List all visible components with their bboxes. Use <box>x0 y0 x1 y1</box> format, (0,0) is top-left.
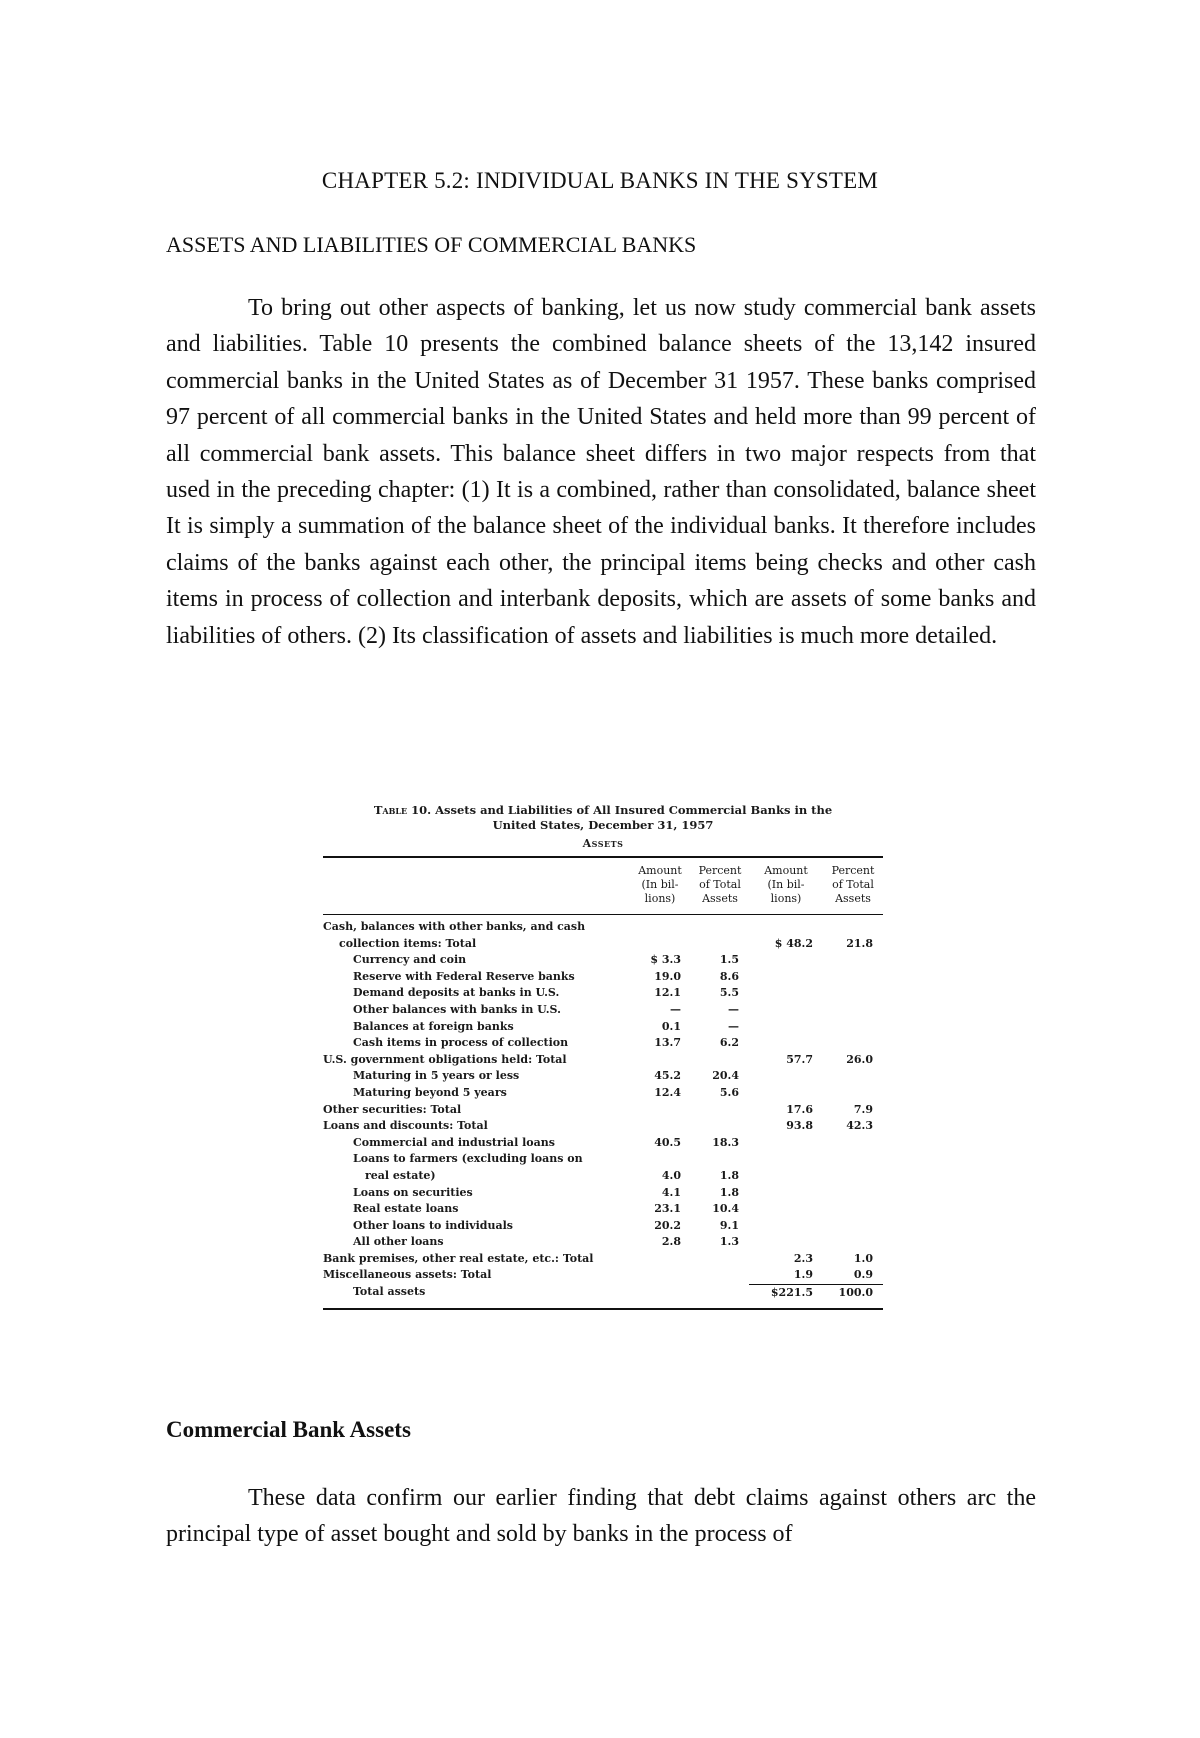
cell-c3 <box>749 919 823 936</box>
cell-c2 <box>691 936 749 953</box>
table-row <box>323 1102 883 1119</box>
cell-c1: — <box>670 1002 681 1016</box>
subsection-heading: Commercial Bank Assets <box>166 1417 411 1442</box>
cell-c4 <box>823 1068 883 1085</box>
row-label: Cash, balances with other banks, and cash <box>323 920 586 933</box>
table-row <box>323 1035 883 1052</box>
cell-c3: $ 48.2 <box>774 936 813 950</box>
cell-c2: 1.8 <box>719 1185 739 1199</box>
cell-c1 <box>629 1267 691 1284</box>
table-row <box>323 1284 883 1302</box>
cell-c2: 18.3 <box>712 1135 739 1149</box>
cell-c3 <box>749 1135 823 1152</box>
table-row <box>323 1118 883 1135</box>
table-row <box>323 952 883 969</box>
cell-c4 <box>823 1002 883 1019</box>
section-heading: ASSETS AND LIABILITIES OF COMMERCIAL BANKS <box>166 232 697 257</box>
table-bottom-rule <box>323 1308 883 1310</box>
cell-c2: 1.5 <box>719 953 739 967</box>
cell-c1: 12.4 <box>654 1085 681 1099</box>
cell-c2 <box>691 1251 749 1268</box>
row-label: Demand deposits at banks in U.S. <box>353 986 560 1000</box>
row-label: Other balances with banks in U.S. <box>353 1002 561 1016</box>
table-row <box>323 1151 883 1168</box>
row-label: Other loans to individuals <box>353 1218 513 1232</box>
table-row <box>323 1267 883 1284</box>
cell-c2: — <box>728 1019 739 1033</box>
cell-c4 <box>823 969 883 986</box>
table-row <box>323 1002 883 1019</box>
cell-c2 <box>691 1118 749 1135</box>
cell-c3 <box>749 969 823 986</box>
cell-c3 <box>749 1085 823 1102</box>
cell-c2 <box>691 1151 749 1168</box>
row-label: Reserve with Federal Reserve banks <box>353 969 575 983</box>
row-label: Loans and discounts: Total <box>323 1119 488 1133</box>
cell-c3: 57.7 <box>786 1052 813 1066</box>
table-row <box>323 936 883 953</box>
cell-c4: 1.0 <box>853 1251 873 1265</box>
cell-c4: 26.0 <box>846 1052 873 1066</box>
cell-c4 <box>823 1218 883 1235</box>
cell-c4 <box>823 1151 883 1168</box>
cell-c3 <box>749 1234 823 1251</box>
cell-c3 <box>749 1218 823 1235</box>
row-label: U.S. government obligations held: Total <box>323 1052 567 1066</box>
cell-c1 <box>629 1151 691 1168</box>
table-10 <box>323 803 883 1310</box>
cell-c2 <box>691 919 749 936</box>
table-row <box>323 1052 883 1069</box>
cell-c1 <box>629 1284 691 1302</box>
cell-c2: 9.1 <box>719 1218 739 1232</box>
cell-c1: 4.0 <box>661 1168 681 1182</box>
cell-c4: 21.8 <box>846 936 873 950</box>
cell-c2: 20.4 <box>712 1069 739 1083</box>
cell-c3 <box>749 1201 823 1218</box>
cell-c1: 45.2 <box>654 1069 681 1083</box>
cell-c3 <box>749 1068 823 1085</box>
table-row <box>323 1019 883 1036</box>
row-label: Currency and coin <box>353 953 467 967</box>
table-row <box>323 985 883 1002</box>
cell-c1 <box>629 1251 691 1268</box>
cell-c4 <box>823 1201 883 1218</box>
cell-c1: 13.7 <box>654 1036 681 1050</box>
table-caption-line-1: Assets and Liabilities of All Insured Commercial Banks in the <box>435 803 833 817</box>
header-amount-detail: Amount (In bil- lions) <box>638 864 682 905</box>
cell-c4: 7.9 <box>853 1102 873 1116</box>
cell-c4 <box>823 1035 883 1052</box>
body-paragraph: To bring out other aspects of banking, let us now study commercial bank assets and liabilities. Table 10 presents the combined balance sheets of the 13,142 insured commercial banks in the United States as of December 31 1957. These banks comprised 97 percent of all commercial banks in the United States and held more than 99 percent of all commercial bank assets. This balance sheet differs in two major respects from that used in the preceding chapter: (1) It is a combined, rather than consolidated, balance sheet It is simply a summation of the balance sheet of the individual banks. It therefore includes claims of the banks against each other, the principal items being checks and other cash items in process of collection and interbank deposits, which are assets of some banks and liabilities of others. (2) Its classification of assets and liabilities is much more detailed. <box>166 295 1036 649</box>
table-body <box>323 915 883 1302</box>
cell-c2: 5.5 <box>719 986 739 1000</box>
cell-c1: 2.8 <box>661 1235 681 1249</box>
cell-c1: $ 3.3 <box>650 953 681 967</box>
body-paragraph-2: These data confirm our earlier finding that debt claims against others arc the principal type of asset bought and sold by banks in the process of <box>166 1485 1036 1548</box>
table-row <box>323 1201 883 1218</box>
cell-c3 <box>749 952 823 969</box>
cell-c1: 40.5 <box>654 1135 681 1149</box>
row-label: Total assets <box>353 1285 426 1299</box>
cell-c3: 93.8 <box>786 1119 813 1133</box>
cell-c1 <box>629 936 691 953</box>
row-label: collection items: Total <box>339 936 477 950</box>
cell-c1 <box>629 1118 691 1135</box>
table-row <box>323 919 883 936</box>
table-caption-line-2: United States, December 31, 1957 <box>492 818 714 832</box>
row-label: All other loans <box>353 1235 444 1249</box>
table-row <box>323 1168 883 1185</box>
cell-c3 <box>749 1019 823 1036</box>
cell-c1: 12.1 <box>654 986 681 1000</box>
table-row <box>323 1251 883 1268</box>
cell-c4: 42.3 <box>846 1119 873 1133</box>
cell-c3: 17.6 <box>786 1102 813 1116</box>
chapter-title: CHAPTER 5.2: INDIVIDUAL BANKS IN THE SYSTEM <box>321 168 879 193</box>
cell-c2 <box>691 1052 749 1069</box>
table-row <box>323 1085 883 1102</box>
cell-c1: 0.1 <box>661 1019 681 1033</box>
cell-c2: 5.6 <box>719 1085 739 1099</box>
cell-c1: 23.1 <box>654 1202 681 1216</box>
table-row <box>323 1068 883 1085</box>
cell-c1 <box>629 1102 691 1119</box>
row-label: Miscellaneous assets: Total <box>323 1268 492 1282</box>
cell-c4 <box>823 1185 883 1202</box>
cell-c3: 2.3 <box>793 1251 813 1265</box>
row-label: Real estate loans <box>353 1202 459 1216</box>
table-header <box>323 858 883 915</box>
cell-c3 <box>749 1035 823 1052</box>
table-row <box>323 1234 883 1251</box>
header-percent-total: Percent of Total Assets <box>831 864 875 905</box>
row-label: Bank premises, other real estate, etc.: Total <box>323 1251 594 1265</box>
row-label: Other securities: Total <box>323 1102 462 1116</box>
row-label: Maturing beyond 5 years <box>353 1085 507 1099</box>
cell-c3 <box>749 1185 823 1202</box>
table-row <box>323 969 883 986</box>
row-label: real estate) <box>365 1168 436 1182</box>
cell-c1: 20.2 <box>654 1218 681 1232</box>
cell-c3: 1.9 <box>793 1268 813 1282</box>
row-label: Commercial and industrial loans <box>353 1135 555 1149</box>
cell-c3 <box>749 985 823 1002</box>
cell-c4 <box>823 1019 883 1036</box>
cell-c4: 0.9 <box>853 1268 873 1282</box>
cell-c4 <box>823 1085 883 1102</box>
cell-c2: — <box>728 1002 739 1016</box>
cell-c1 <box>629 1052 691 1069</box>
row-label: Cash items in process of collection <box>353 1036 569 1050</box>
cell-c3: $221.5 <box>749 1284 823 1302</box>
row-label: Loans to farmers (excluding loans on <box>353 1152 583 1166</box>
cell-c2 <box>691 1284 749 1302</box>
table-number: Table 10. <box>373 803 432 817</box>
cell-c1: 19.0 <box>654 969 681 983</box>
cell-c2 <box>691 1267 749 1284</box>
cell-c2: 1.3 <box>719 1235 739 1249</box>
cell-c1: 4.1 <box>661 1185 681 1199</box>
cell-c4 <box>823 919 883 936</box>
cell-c2 <box>691 1102 749 1119</box>
row-label: Maturing in 5 years or less <box>353 1069 520 1083</box>
table-subtitle: Assets <box>582 837 624 850</box>
cell-c2: 6.2 <box>719 1036 739 1050</box>
cell-c2: 10.4 <box>712 1202 739 1216</box>
cell-c3 <box>749 1168 823 1185</box>
header-amount-total: Amount (In bil- lions) <box>764 864 808 905</box>
cell-c2: 1.8 <box>719 1168 739 1182</box>
table-row <box>323 1135 883 1152</box>
cell-c4 <box>823 985 883 1002</box>
header-label-col <box>323 864 629 906</box>
row-label: Loans on securities <box>353 1185 473 1199</box>
cell-c3 <box>749 1002 823 1019</box>
cell-c4: 100.0 <box>823 1284 883 1302</box>
cell-c4 <box>823 952 883 969</box>
table-row <box>323 1218 883 1235</box>
cell-c2: 8.6 <box>719 969 739 983</box>
cell-c1 <box>629 919 691 936</box>
table-caption <box>323 803 883 833</box>
cell-c3 <box>749 1151 823 1168</box>
row-label: Balances at foreign banks <box>353 1019 514 1033</box>
cell-c4 <box>823 1135 883 1152</box>
header-percent-detail: Percent of Total Assets <box>698 864 742 905</box>
table-row <box>323 1185 883 1202</box>
cell-c4 <box>823 1234 883 1251</box>
cell-c4 <box>823 1168 883 1185</box>
